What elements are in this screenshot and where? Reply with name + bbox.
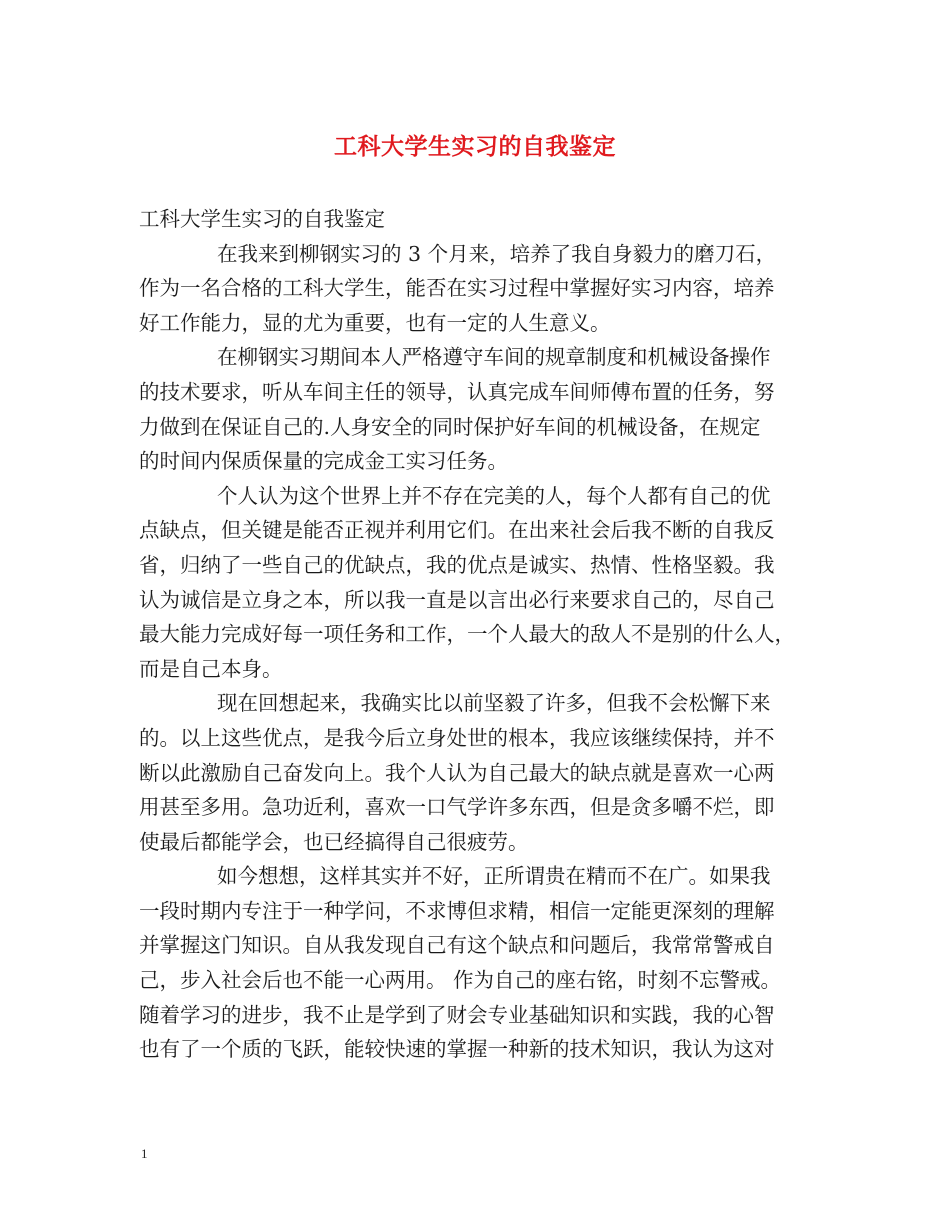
body-line: 也有了一个质的飞跃，能较快速的掌握一种新的技术知识，我认为这对: [139, 1037, 775, 1062]
body-line: 在柳钢实习期间本人严格遵守车间的规章制度和机械设备操作: [217, 345, 771, 370]
body-line: 在我来到柳钢实习的 3 个月来，培养了我自身毅力的磨刀石，: [217, 241, 777, 266]
document-body: [139, 202, 839, 1067]
body-line: 好工作能力，显的尤为重要，也有一定的人生意义。: [139, 310, 611, 335]
body-line: 而是自己本身。: [139, 656, 283, 681]
body-line: 认为诚信是立身之本，所以我一直是以言出必行来要求自己的，尽自己: [139, 587, 775, 612]
body-line: 的技术要求，听从车间主任的领导，认真完成车间师傅布置的任务，努: [139, 379, 775, 404]
document-title: 工科大学生实习的自我鉴定: [334, 133, 616, 160]
page-number: 1: [141, 1146, 148, 1161]
body-line: 的。以上这些优点，是我今后立身处世的根本，我应该继续保持，并不: [139, 725, 775, 750]
body-line: 己，步入社会后也不能一心两用。 作为自己的座右铭，时刻不忘警戒。: [139, 968, 782, 993]
body-line: 的时间内保质保量的完成金工实习任务。: [139, 449, 508, 474]
body-line: 力做到在保证自己的.人身安全的同时保护好车间的机械设备，在规定: [139, 414, 761, 439]
body-line: 作为一名合格的工科大学生，能否在实习过程中掌握好实习内容，培养: [139, 276, 775, 301]
body-line: 省，归纳了一些自己的优缺点，我的优点是诚实、热情、性格坚毅。我: [139, 552, 775, 577]
body-line: 点缺点，但关键是能否正视并利用它们。在出来社会后我不断的自我反: [139, 518, 775, 543]
body-line: 断以此激励自己奋发向上。我个人认为自己最大的缺点就是喜欢一心两: [139, 760, 775, 785]
body-line: 使最后都能学会，也已经搞得自己很疲劳。: [139, 829, 529, 854]
body-line: 用甚至多用。急功近利，喜欢一口气学许多东西，但是贪多嚼不烂，即: [139, 795, 775, 820]
body-line: 工科大学生实习的自我鉴定: [139, 207, 385, 231]
body-line: 并掌握这门知识。自从我发现自己有这个缺点和问题后，我常常警戒自: [139, 933, 775, 958]
body-line: 一段时期内专注于一种学问，不求博但求精，相信一定能更深刻的理解: [139, 898, 775, 923]
body-line: 如今想想，这样其实并不好，正所谓贵在精而不在广。如果我: [217, 864, 771, 889]
body-line: 个人认为这个世界上并不存在完美的人，每个人都有自己的优: [217, 483, 771, 508]
body-line: 随着学习的进步，我不止是学到了财会专业基础知识和实践，我的心智: [139, 1002, 775, 1027]
body-line: 最大能力完成好每一项任务和工作，一个人最大的敌人不是别的什么人，: [139, 622, 795, 647]
body-line: 现在回想起来，我确实比以前坚毅了许多，但我不会松懈下来: [217, 691, 771, 716]
